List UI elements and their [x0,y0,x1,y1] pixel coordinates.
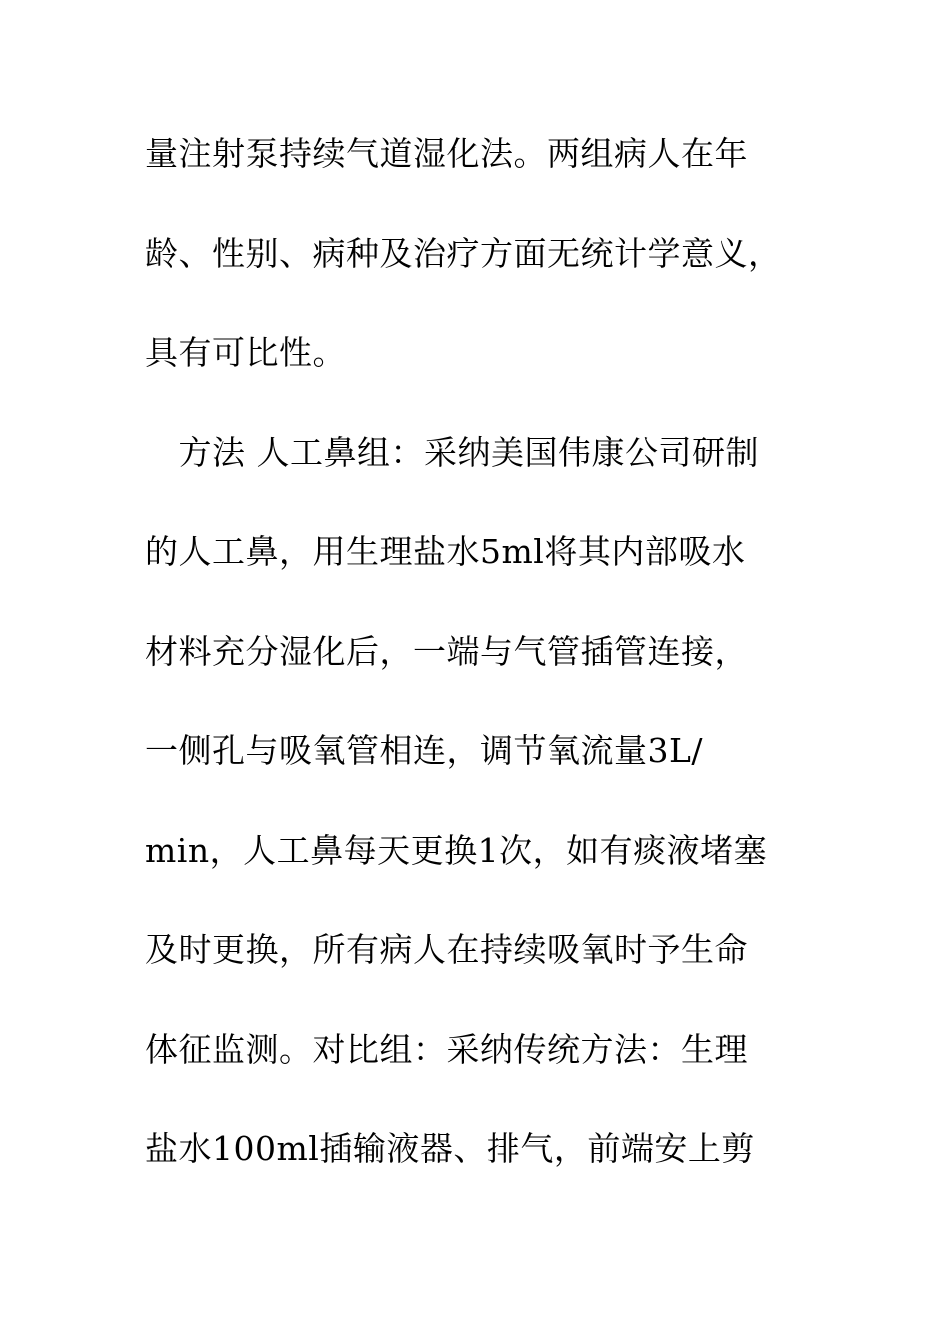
text-line-11: 盐水100ml插输液器、排气，前端安上剪 [145,1129,755,1168]
text-line-6: 材料充分湿化后，一端与气管插管连接， [145,631,748,671]
text-line-4: 方法 人工鼻组：采纳美国伟康公司研制 [145,432,759,472]
text-line-1: 量注射泵持续气道湿化法。两组病人在年 [145,134,748,173]
text-line-7: 一侧孔与吸氧管相连，调节氧流量3L/ [145,731,704,770]
text-line-5: 的人工鼻，用生理盐水5ml将其内部吸水 [145,532,746,571]
text-line-3: 具有可比性。 [145,333,346,372]
text-line-10: 体征监测。对比组：采纳传统方法：生理 [145,1029,748,1069]
text-line-2: 龄、性别、病种及治疗方面无统计学意义， [145,233,782,273]
text-line-8: min，人工鼻每天更换1次，如有痰液堵塞 [145,830,768,870]
text-line-9: 及时更换，所有病人在持续吸氧时予生命 [145,930,748,969]
body-text [145,124,825,1219]
